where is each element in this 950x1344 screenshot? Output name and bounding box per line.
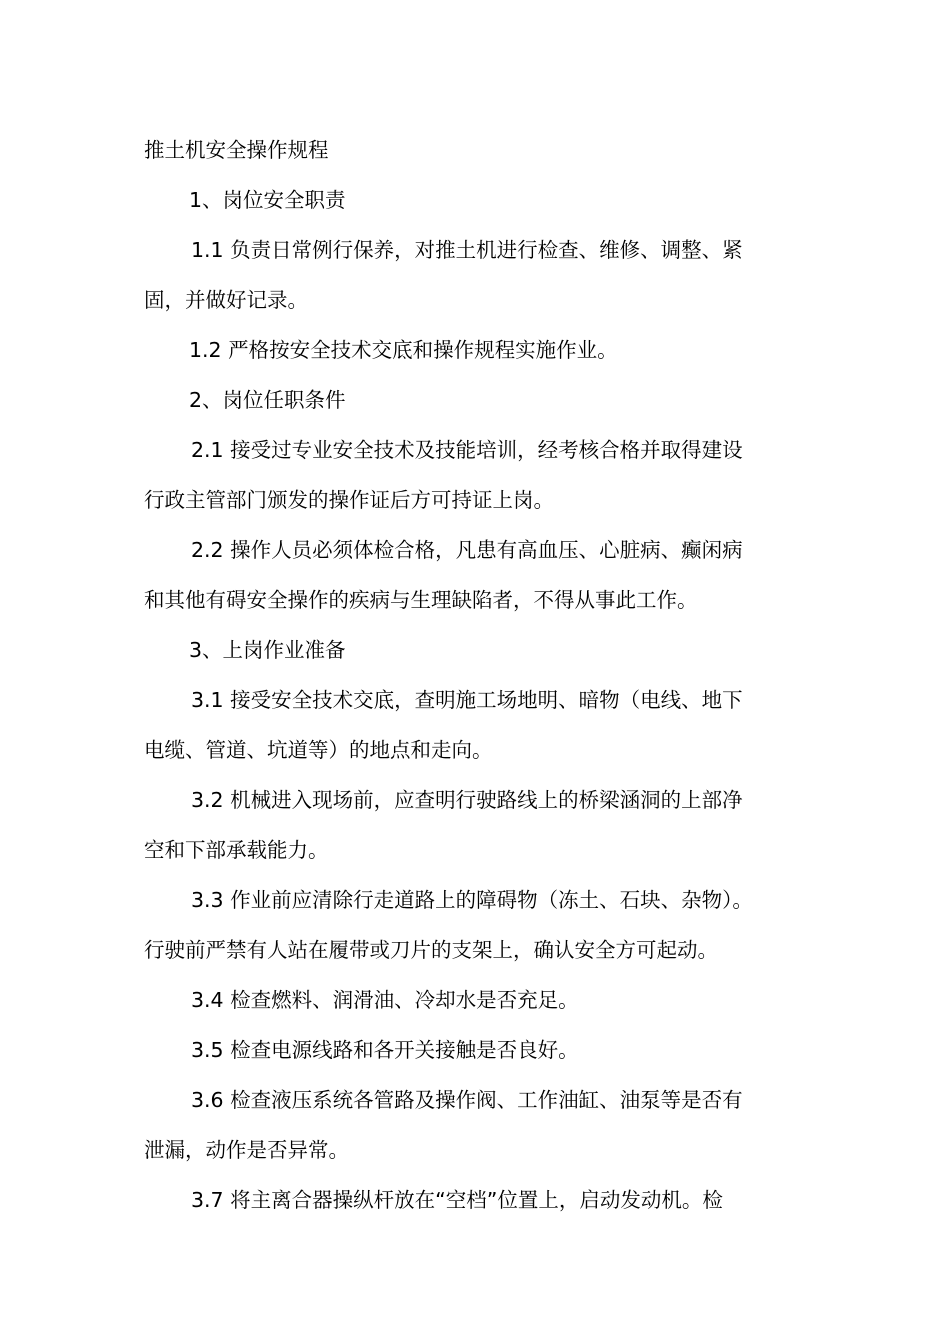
paragraph-3-1-line-2: 电缆、管道、坑道等）的地点和走向。 xyxy=(144,738,493,762)
paragraph-3-1-line-1: 3.1 接受安全技术交底，查明施工场地明、暗物（电线、地下 xyxy=(191,688,743,712)
paragraph-3-4: 3.4 检查燃料、润滑油、冷却水是否充足。 xyxy=(191,988,579,1012)
document-body xyxy=(144,125,814,1225)
paragraph-3-5: 3.5 检查电源线路和各开关接触是否良好。 xyxy=(191,1038,579,1062)
paragraph-3-2-line-1: 3.2 机械进入现场前，应查明行驶路线上的桥梁涵洞的上部净 xyxy=(191,788,743,812)
paragraph-2-1-line-2: 行政主管部门颁发的操作证后方可持证上岗。 xyxy=(144,488,554,512)
paragraph-3-3-line-2: 行驶前严禁有人站在履带或刀片的支架上，确认安全方可起动。 xyxy=(144,938,718,962)
paragraph-3-6-line-2: 泄漏，动作是否异常。 xyxy=(144,1138,349,1162)
paragraph-1-2: 1.2 严格按安全技术交底和操作规程实施作业。 xyxy=(189,338,618,362)
paragraph-3-6-line-1: 3.6 检查液压系统各管路及操作阀、工作油缸、油泵等是否有 xyxy=(191,1088,743,1112)
paragraph-1-1-line-2: 固，并做好记录。 xyxy=(144,288,308,312)
paragraph-3-3-line-1: 3.3 作业前应清除行走道路上的障碍物（冻土、石块、杂物）。 xyxy=(191,888,753,912)
paragraph-2-1-line-1: 2.1 接受过专业安全技术及技能培训，经考核合格并取得建设 xyxy=(191,438,743,462)
document-title: 推土机安全操作规程 xyxy=(144,138,329,162)
section-heading-1: 1、岗位安全职责 xyxy=(189,188,346,212)
paragraph-2-2-line-2: 和其他有碍安全操作的疾病与生理缺陷者，不得从事此工作。 xyxy=(144,588,698,612)
paragraph-2-2-line-1: 2.2 操作人员必须体检合格，凡患有高血压、心脏病、癫闲病 xyxy=(191,538,743,562)
paragraph-3-2-line-2: 空和下部承载能力。 xyxy=(144,838,329,862)
paragraph-3-7-line-1: 3.7 将主离合器操纵杆放在“空档”位置上，启动发动机。检 xyxy=(191,1188,723,1212)
section-heading-2: 2、岗位任职条件 xyxy=(189,388,346,412)
paragraph-1-1-line-1: 1.1 负责日常例行保养，对推土机进行检查、维修、调整、紧 xyxy=(191,238,743,262)
section-heading-3: 3、上岗作业准备 xyxy=(189,638,346,662)
